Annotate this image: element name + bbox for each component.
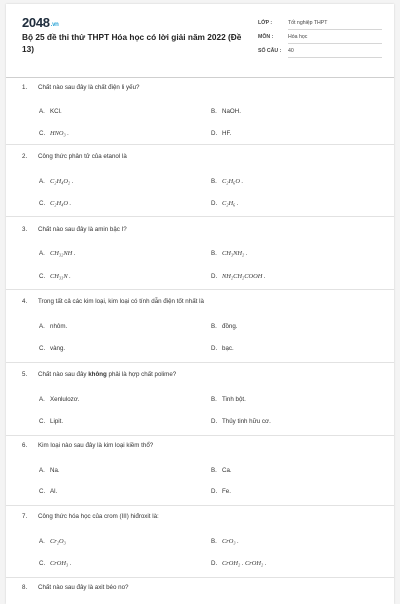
meta-label: MÔN : (258, 34, 274, 40)
option-letter: B. (211, 538, 217, 545)
question-text: Chất nào sau đây là axit béo no? (38, 584, 129, 591)
option-a[interactable] (39, 323, 67, 330)
option-text: NH₂CH₂COOH . (222, 273, 266, 280)
option-letter: D. (211, 560, 218, 567)
option-letter: A. (39, 467, 45, 474)
option-text: Thủy tinh hữu cơ. (222, 418, 271, 425)
option-letter: A. (39, 323, 45, 330)
option-b[interactable] (211, 250, 247, 257)
question-stem (22, 298, 204, 305)
option-c[interactable] (39, 273, 71, 280)
option-letter: D. (211, 488, 218, 495)
option-text: CH₃₃N . (50, 273, 71, 280)
question-text-after: phải là hợp chất polime? (106, 371, 177, 378)
option-text: C₂H₄O₂ . (50, 178, 74, 185)
question-text: Công thức phân tử của etanol là (38, 153, 127, 160)
option-text: Lipit. (50, 418, 64, 425)
option-d[interactable] (211, 130, 231, 137)
option-text: C₂H₄O . (50, 200, 72, 207)
option-text: Al. (50, 488, 58, 495)
question-number: 4. (22, 298, 28, 305)
option-a[interactable] (39, 396, 80, 403)
question-number: 1. (22, 84, 28, 91)
option-a[interactable] (39, 108, 62, 115)
option-letter: B. (211, 467, 217, 474)
option-letter: A. (39, 108, 45, 115)
option-text: Ca. (222, 467, 232, 474)
option-a[interactable] (39, 250, 75, 257)
option-text: KCl. (50, 108, 62, 115)
question-stem (22, 513, 159, 520)
question-text: Trong tất cả các kim loại, kim loại có tính dẫn điện tốt nhất là (38, 298, 204, 305)
option-text: Na. (50, 467, 60, 474)
option-a[interactable] (39, 467, 60, 474)
option-c[interactable] (39, 418, 63, 425)
option-letter: C. (39, 488, 46, 495)
option-a[interactable] (39, 178, 73, 185)
option-letter: A. (39, 396, 45, 403)
option-text: CrOH₃ . (50, 560, 72, 567)
meta-label: LỚP : (258, 20, 273, 26)
option-letter: B. (211, 250, 217, 257)
header-divider (6, 77, 394, 78)
exam-title: Bộ 25 đề thi thử THPT Hóa học có lời giải năm 2022 (Đề 13) (22, 32, 242, 54)
question-divider (6, 289, 394, 290)
question-number: 6. (22, 442, 28, 449)
option-letter: B. (211, 108, 217, 115)
question-stem (22, 442, 153, 449)
question-number: 7. (22, 513, 28, 520)
option-letter: C. (39, 560, 46, 567)
option-letter: C. (39, 418, 46, 425)
option-text: vàng. (50, 345, 66, 352)
question-divider (6, 577, 394, 578)
option-text: Xenlulozơ. (50, 396, 80, 403)
option-text: CrO₃ . (222, 538, 239, 545)
option-d[interactable] (211, 273, 266, 280)
question-divider (6, 362, 394, 363)
meta-value: 40 (288, 48, 382, 58)
option-letter: B. (211, 178, 217, 185)
option-letter: A. (39, 250, 45, 257)
option-b[interactable] (211, 178, 243, 185)
question-stem (22, 584, 128, 591)
option-letter: C. (39, 273, 46, 280)
option-b[interactable] (211, 323, 237, 330)
exam-meta (258, 18, 382, 60)
question-number: 8. (22, 584, 28, 591)
option-letter: C. (39, 345, 46, 352)
option-text: nhôm. (50, 323, 68, 330)
meta-row-subject (258, 32, 382, 46)
option-c[interactable] (39, 560, 71, 567)
option-d[interactable] (211, 418, 271, 425)
option-text: Fe. (222, 488, 231, 495)
option-letter: A. (39, 178, 45, 185)
question-stem (22, 371, 176, 378)
exam-header (6, 4, 394, 68)
option-letter: D. (211, 130, 218, 137)
question-divider (6, 144, 394, 145)
question-text: Công thức hóa học của crom (III) hiđroxit là: (38, 513, 159, 520)
option-c[interactable] (39, 345, 65, 352)
option-c[interactable] (39, 488, 57, 495)
option-d[interactable] (211, 200, 239, 207)
option-text: C₂H₆O . (222, 178, 244, 185)
question-stem (22, 226, 127, 233)
option-text: CrOH₂ . CrOH₂ . (222, 560, 267, 567)
option-letter: C. (39, 130, 46, 137)
option-text: CH₃₂NH . (50, 250, 76, 257)
question-text-before: Chất nào sau đây (38, 371, 89, 378)
option-b[interactable] (211, 108, 241, 115)
option-letter: D. (211, 418, 218, 425)
option-text: HNO₃ . (50, 130, 69, 137)
option-letter: A. (39, 538, 45, 545)
option-letter: B. (211, 323, 217, 330)
meta-label: SỐ CÂU : (258, 48, 282, 54)
exam-page (6, 4, 394, 604)
option-text: NaOH. (222, 108, 241, 115)
option-letter: C. (39, 200, 46, 207)
option-b[interactable] (211, 396, 246, 403)
option-d[interactable] (211, 345, 234, 352)
meta-row-count (258, 46, 382, 60)
question-stem (22, 153, 127, 160)
question-text-emphasis: không (88, 371, 107, 378)
logo-text: 2048 (22, 15, 50, 30)
option-a[interactable] (39, 538, 66, 545)
option-text: HF. (222, 130, 232, 137)
option-b[interactable] (211, 467, 232, 474)
option-letter: B. (211, 396, 217, 403)
question-number: 2. (22, 153, 28, 160)
option-c[interactable] (39, 200, 71, 207)
option-letter: D. (211, 345, 218, 352)
meta-value: Hóa học (288, 34, 382, 44)
option-b[interactable] (211, 538, 239, 545)
question-number: 3. (22, 226, 28, 233)
option-letter: D. (211, 273, 218, 280)
question-text: Chất nào sau đây là amin bậc I? (38, 226, 127, 233)
logo-suffix: .vn (50, 22, 59, 28)
option-text: C₂H₆ . (222, 200, 239, 207)
question-text: Kim loại nào sau đây là kim loại kiềm thổ? (38, 442, 154, 449)
option-c[interactable] (39, 130, 69, 137)
option-d[interactable] (211, 488, 231, 495)
option-letter: D. (211, 200, 218, 207)
question-text: Chất nào sau đây là chất điện li yếu? (38, 84, 140, 91)
option-text: đồng. (222, 323, 238, 330)
option-d[interactable] (211, 560, 266, 567)
question-divider (6, 435, 394, 436)
option-text: bạc. (222, 345, 234, 352)
question-divider (6, 505, 394, 506)
meta-row-class (258, 18, 382, 32)
meta-value: Tốt nghiệp THPT (288, 20, 382, 30)
question-stem (22, 84, 139, 91)
option-text: Tinh bột. (222, 396, 246, 403)
site-logo[interactable] (22, 15, 59, 30)
option-text: CH₃NH₂ . (222, 250, 248, 257)
question-divider (6, 216, 394, 217)
question-number: 5. (22, 371, 28, 378)
option-text: Cr₂O₃ (50, 538, 66, 545)
